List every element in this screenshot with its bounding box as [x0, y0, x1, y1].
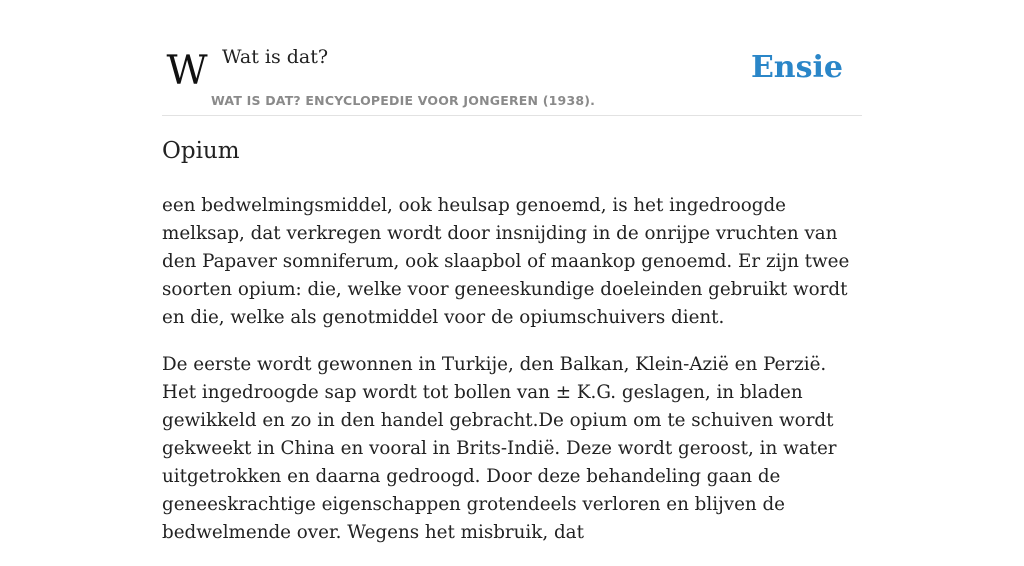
site-header: [162, 40, 862, 116]
site-title[interactable]: Wat is dat?: [222, 46, 329, 68]
article-body: [162, 192, 862, 566]
ensie-brand-link[interactable]: Ensie: [750, 50, 843, 85]
wikipedia-w-icon[interactable]: [164, 50, 210, 92]
article-title: Opium: [162, 138, 240, 164]
paragraph-1: een bedwelmingsmiddel, ook heulsap genoemd, is het ingedroogde melksap, dat verkregen wordt door insnijding in de onrijpe vruchten van den Papaver somniferum, ook slaapbol of maankop genoemd. Er zijn twee soorten opium: die, welke voor geneeskundige doeleinden gebruikt wordt en die, welke als genotmiddel voor de opiumschuivers dient.: [162, 195, 850, 328]
paragraph-2: De eerste wordt gewonnen in Turkije, den Balkan, Klein-Azië en Perzië. Het ingedroogde sap wordt tot bollen van ± K.G. geslagen, in bladen gewikkeld en zo in den handel gebracht.De opium om te schuiven wordt gekweekt in China en vooral in Brits-Indië. Deze wordt geroost, in water uitgetrokken en daarna gedroogd. Door deze behandeling gaan de geneeskrachtige eigenschappen grotendeels verloren en blijven de bedwelmende over. Wegens het misbruik, dat: [162, 354, 837, 543]
site-subtitle: WAT IS DAT? ENCYCLOPEDIE VOOR JONGEREN (1938).: [211, 93, 596, 108]
svg-text:W: W: [166, 48, 208, 94]
